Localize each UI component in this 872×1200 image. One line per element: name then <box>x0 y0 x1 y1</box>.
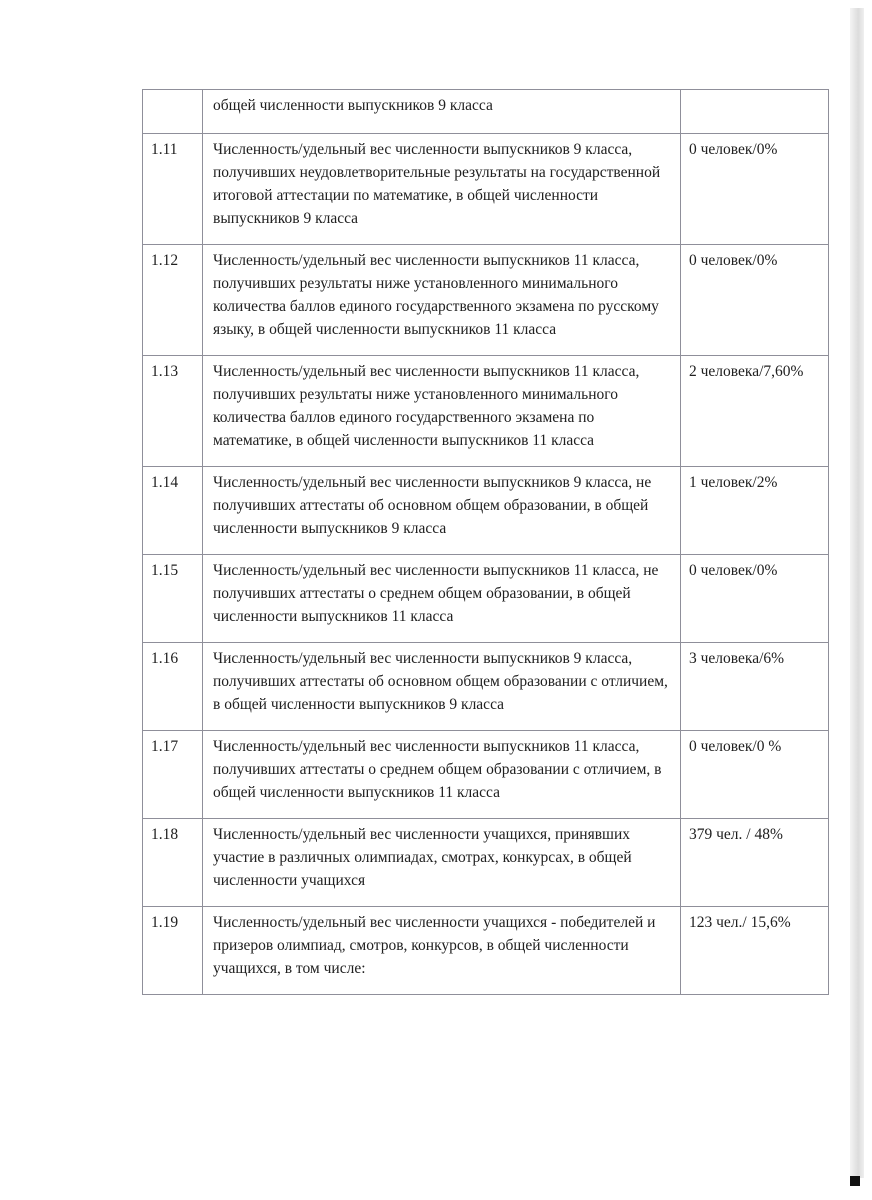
row-description: Численность/удельный вес численности выпускников 9 класса, получивших аттестаты об основном общем образовании с отличием, в общей численности выпускников 9 класса <box>203 643 681 731</box>
row-value: 0 человек/0% <box>681 555 829 643</box>
row-value: 0 человек/0% <box>681 134 829 245</box>
row-number: 1.13 <box>143 356 203 467</box>
row-value: 0 человек/0% <box>681 245 829 356</box>
row-value: 379 чел. / 48% <box>681 819 829 907</box>
row-value: 2 человека/7,60% <box>681 356 829 467</box>
row-number: 1.12 <box>143 245 203 356</box>
table-row <box>143 907 829 995</box>
row-value: 3 человека/6% <box>681 643 829 731</box>
row-number: 1.11 <box>143 134 203 245</box>
scan-corner-mark <box>850 1176 860 1186</box>
row-value: 123 чел./ 15,6% <box>681 907 829 995</box>
table-row <box>143 134 829 245</box>
table-row <box>143 819 829 907</box>
row-number: 1.18 <box>143 819 203 907</box>
table-row <box>143 731 829 819</box>
table-row <box>143 643 829 731</box>
row-number: 1.16 <box>143 643 203 731</box>
row-value: 0 человек/0 % <box>681 731 829 819</box>
row-value: 1 человек/2% <box>681 467 829 555</box>
row-description: Численность/удельный вес численности выпускников 9 класса, получивших неудовлетворительные результаты на государственной итоговой аттестации по математике, в общей численности выпускников 9 класса <box>203 134 681 245</box>
table-row <box>143 356 829 467</box>
scan-edge-shadow <box>850 8 864 1178</box>
table-row <box>143 245 829 356</box>
indicators-table <box>142 89 829 995</box>
row-number <box>143 90 203 134</box>
row-description: Численность/удельный вес численности учащихся, принявших участие в различных олимпиадах, смотрах, конкурсах, в общей численности учащихся <box>203 819 681 907</box>
row-number: 1.14 <box>143 467 203 555</box>
row-number: 1.17 <box>143 731 203 819</box>
table-row <box>143 467 829 555</box>
row-description: Численность/удельный вес численности выпускников 11 класса, получивших результаты ниже установленного минимального количества баллов единого государственного экзамена по математике, в общей численности выпускников 11 класса <box>203 356 681 467</box>
table-row <box>143 555 829 643</box>
table-row-continuation <box>143 90 829 134</box>
row-number: 1.15 <box>143 555 203 643</box>
row-description: Численность/удельный вес численности выпускников 11 класса, получивших результаты ниже установленного минимального количества баллов единого государственного экзамена по русскому языку, в общей численности выпускников 11 класса <box>203 245 681 356</box>
row-description: Численность/удельный вес численности выпускников 11 класса, получивших аттестаты о среднем общем образовании с отличием, в общей численности выпускников 11 класса <box>203 731 681 819</box>
row-description: Численность/удельный вес численности выпускников 9 класса, не получивших аттестаты об основном общем образовании, в общей численности выпускников 9 класса <box>203 467 681 555</box>
row-description: Численность/удельный вес численности учащихся - победителей и призеров олимпиад, смотров, конкурсов, в общей численности учащихся, в том числе: <box>203 907 681 995</box>
row-number: 1.19 <box>143 907 203 995</box>
row-description: общей численности выпускников 9 класса <box>203 90 681 134</box>
row-description: Численность/удельный вес численности выпускников 11 класса, не получивших аттестаты о среднем общем образовании, в общей численности выпускников 11 класса <box>203 555 681 643</box>
row-value <box>681 90 829 134</box>
